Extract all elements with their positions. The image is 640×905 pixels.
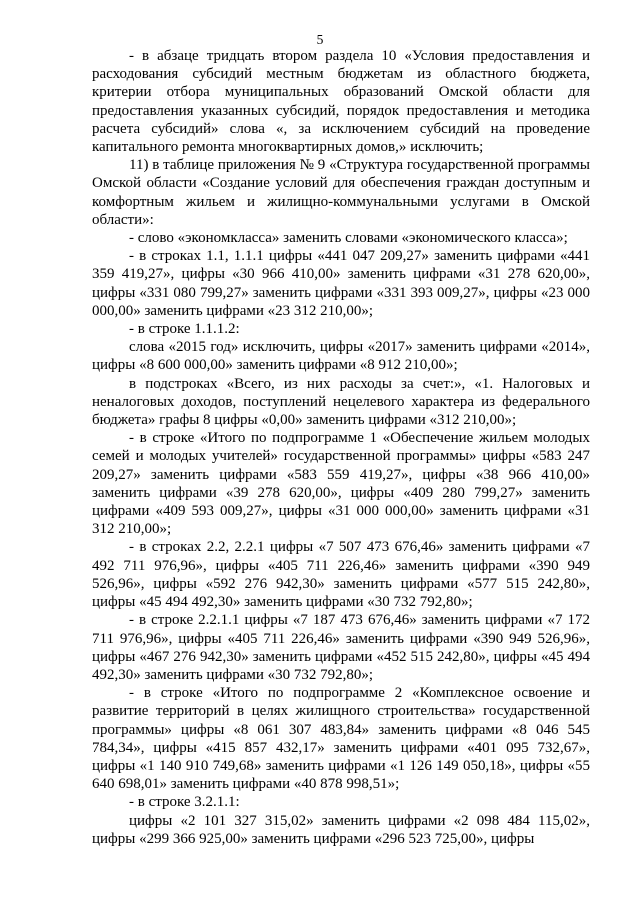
paragraph-abzac-32: - в абзаце тридцать втором раздела 10 «Условия предоставления и расходования субсидий местным бюджетам из областного бюджета, критерии отбора муниципальных образований Омской области для предоставления указанных субсидий, порядок предоставления и методика расчета субсидий» слова «, за исключением субсидий на проведение капитального ремонта многоквартирных домов,» исключить; xyxy=(92,48,590,156)
document-body xyxy=(92,47,590,848)
paragraph-rows-2-2: - в строках 2.2, 2.2.1 цифры «7 507 473 676,46» заменить цифрами «7 492 711 976,96», цифры «405 711 226,46» заменить цифрами «390 949 526,96», цифры «592 276 942,30» заменить цифрами «577 515 242,80», цифры «45 494 492,30» заменить цифрами «30 732 792,80»; xyxy=(92,539,590,611)
paragraph-slova-2015: слова «2015 год» исключить, цифры «2017» заменить цифрами «2014», цифры «8 600 000,00» заменить цифрами «8 912 210,00»; xyxy=(92,339,590,374)
paragraph-row-3-2-1-1: - в строке 3.2.1.1: xyxy=(129,794,240,811)
paragraph-cifry-3-2-1-1: цифры «2 101 327 315,02» заменить цифрами «2 098 484 115,02», цифры «299 366 925,00» заменить цифрами «296 523 725,00», цифры xyxy=(92,812,590,847)
paragraph-itogo-podprogramma-1: - в строке «Итого по подпрограмме 1 «Обеспечение жильем молодых семей и молодых учителей» государственной программы» цифры «583 247 209,27» заменить цифрами «583 559 419,27», цифры «38 966 410,00» заменить цифрами «39 278 620,00», цифры «409 280 799,27» заменить цифрами «409 593 009,27», цифры «31 000 000,00» заменить цифрами «31 312 210,00»; xyxy=(92,430,590,538)
paragraph-podstroki: в подстроках «Всего, из них расходы за счет:», «1. Налоговых и неналоговых доходов, поступлений нецелевого характера из федерального бюджета» графы 8 цифры «0,00» заменить цифрами «312 210,00»; xyxy=(92,375,590,429)
paragraph-ekonomklassa: - слово «экономкласса» заменить словами «экономического класса»; xyxy=(129,230,568,247)
page-number: 5 xyxy=(316,32,324,47)
paragraph-row-2-2-1-1: - в строке 2.2.1.1 цифры «7 187 473 676,46» заменить цифрами «7 172 711 976,96», цифры «405 711 226,46» заменить цифрами «390 949 526,96», цифры «467 276 942,30» заменить цифрами «452 515 242,80», цифры «45 494 492,30» заменить цифрами «30 732 792,80»; xyxy=(92,612,590,683)
paragraph-item-11: 11) в таблице приложения № 9 «Структура государственной программы Омской области «Создание условий для обеспечения граждан доступным и комфортным жильем и жилищно-коммунальными услугами в Омской области»: xyxy=(92,157,590,228)
paragraph-rows-1-1: - в строках 1.1, 1.1.1 цифры «441 047 209,27» заменить цифрами «441 359 419,27», цифры «30 966 410,00» заменить цифрами «31 278 620,00», цифры «331 080 799,27» заменить цифрами «331 393 009,27», цифры «23 000 000,00» заменить цифрами «23 312 210,00»; xyxy=(92,248,590,319)
paragraph-itogo-podprogramma-2: - в строке «Итого по подпрограмме 2 «Комплексное освоение и развитие территорий в целях жилищного строительства» государственной программы» цифры «8 061 307 483,84» заменить цифрами «8 046 545 784,34», цифры «415 857 432,17» заменить цифрами «401 095 732,67», цифры «1 140 910 749,68» заменить цифрами «1 126 149 050,18», цифры «55 640 698,01» заменить цифрами «40 878 998,51»; xyxy=(92,685,590,793)
paragraph-row-1-1-1-2: - в строке 1.1.1.2: xyxy=(129,321,240,338)
